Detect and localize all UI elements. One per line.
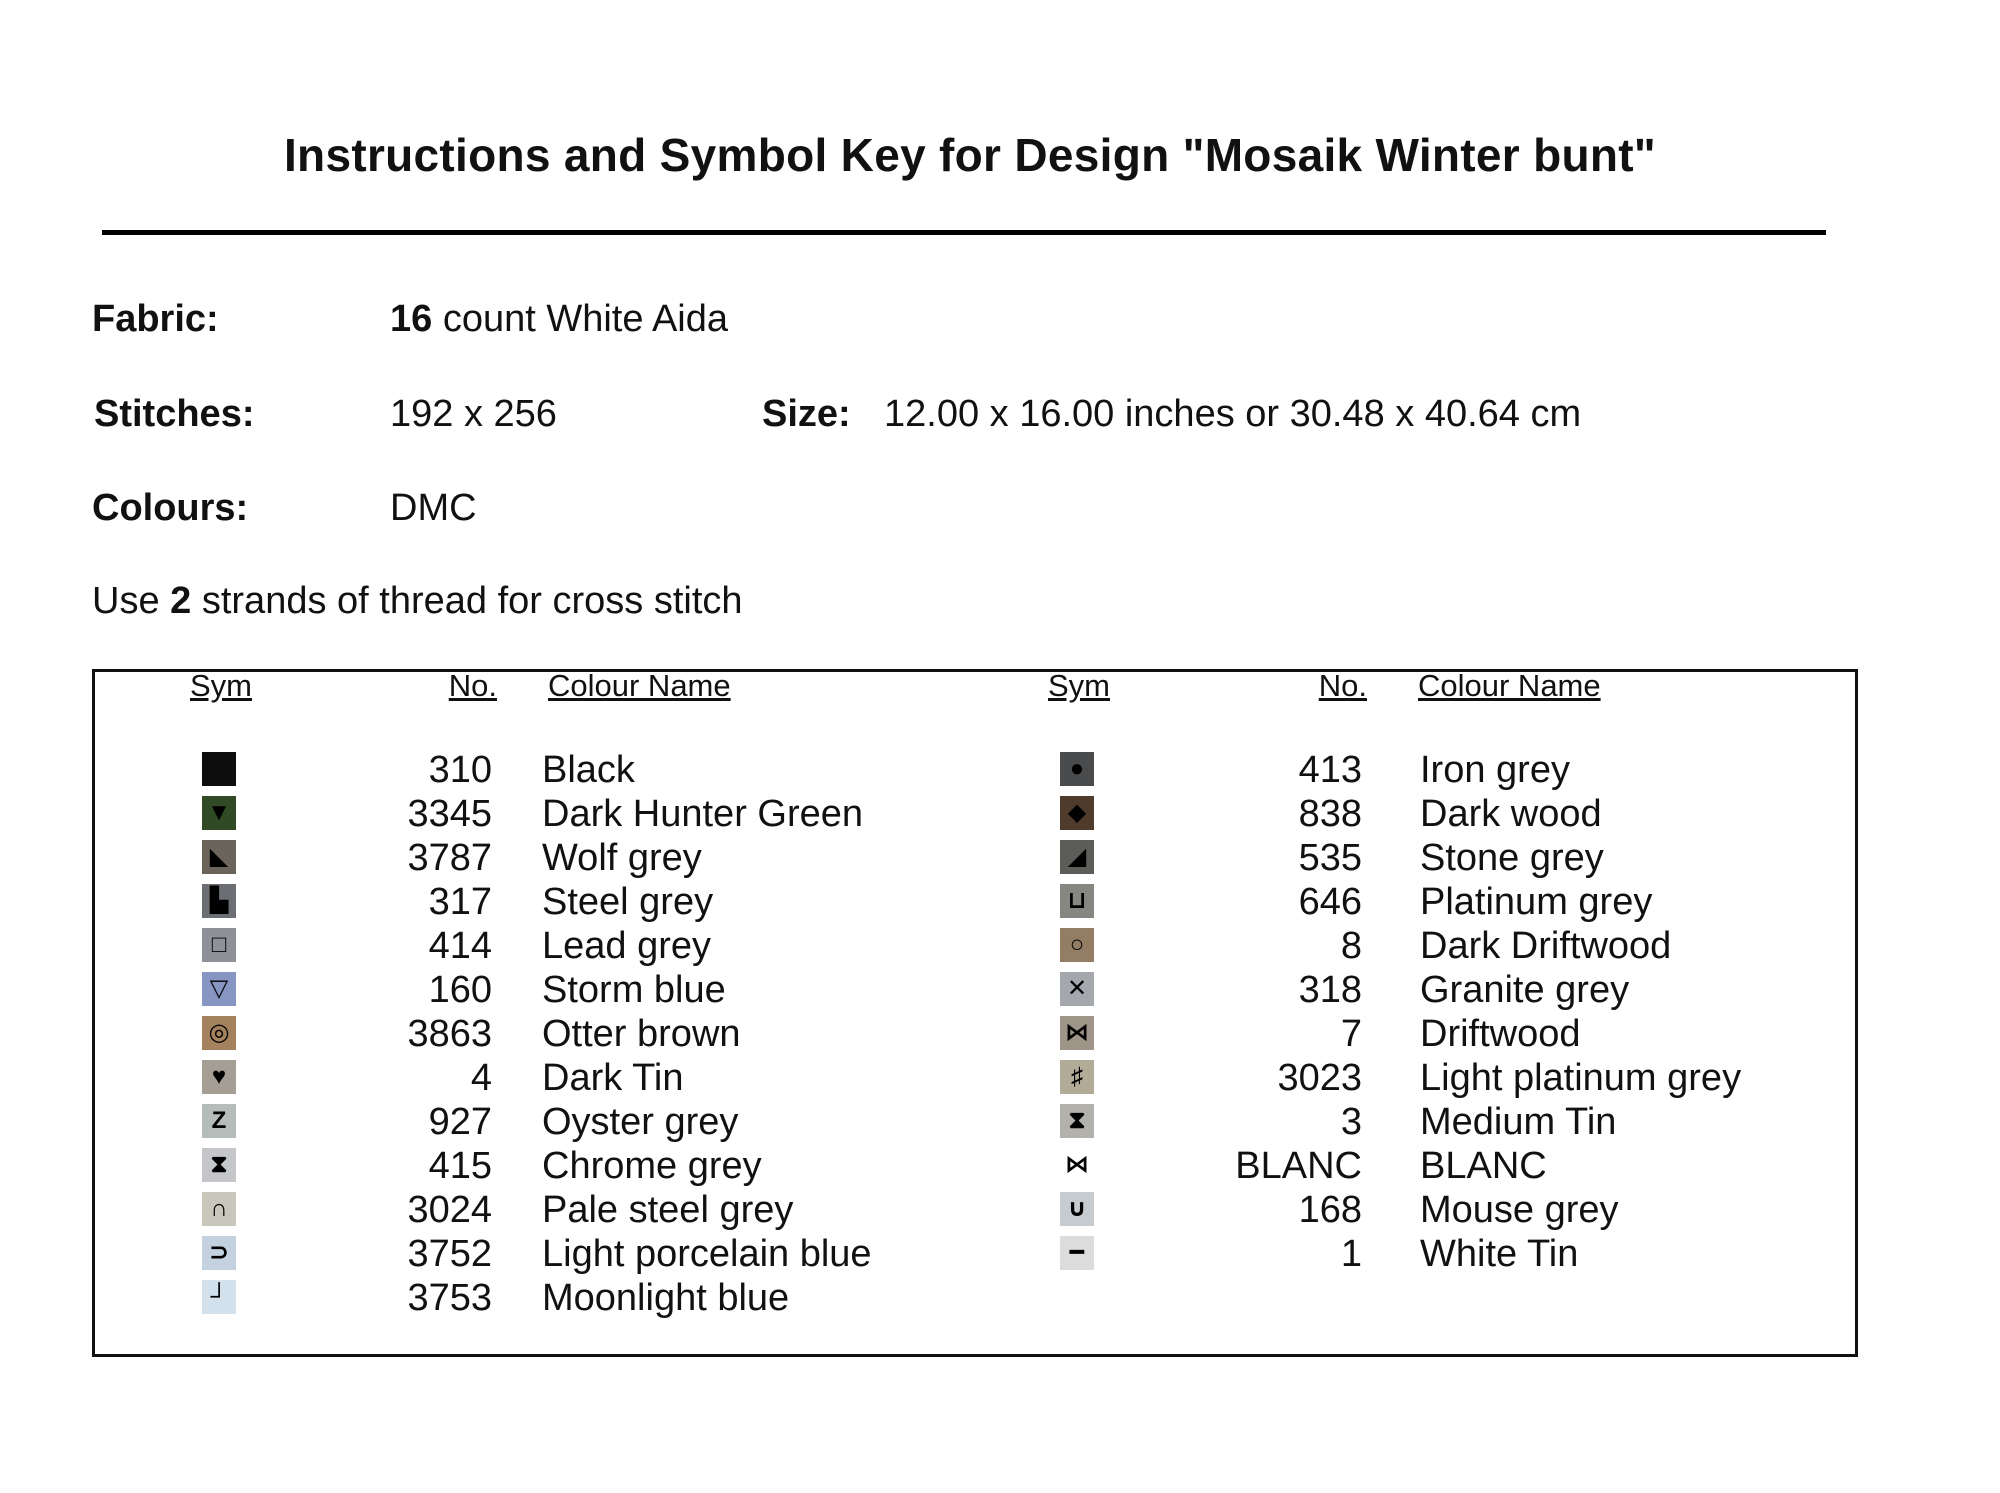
colour-name: Light platinum grey [1420,1057,1742,1099]
stitch-symbol-glyph: ⋈ [1065,1019,1089,1046]
colour-name: White Tin [1420,1233,1579,1275]
colour-name: Black [542,749,635,791]
strands-instruction [92,580,743,623]
dmc-number: 414 [428,925,492,967]
dmc-number: 7 [1340,1013,1362,1055]
stitch-symbol-glyph: □ [211,931,227,958]
colour-name: Oyster grey [542,1101,739,1143]
dmc-number: 535 [1298,837,1362,879]
header-no-right: No. [1318,668,1367,703]
color-swatch-icon [1060,884,1094,918]
dmc-number: 646 [1298,881,1362,923]
dmc-number: 3345 [407,793,492,835]
color-swatch-icon [1060,928,1094,962]
stitch-symbol-glyph: ⊃ [208,1239,230,1266]
stitch-symbol-glyph: ✕ [1066,975,1088,1002]
colour-name: Dark Tin [542,1057,684,1099]
colour-name: Chrome grey [542,1145,762,1187]
title-divider [102,230,1826,235]
dmc-number: 413 [1298,749,1362,791]
color-swatch-icon [1060,1016,1094,1050]
color-swatch-icon [1060,840,1094,874]
colour-name: Otter brown [542,1013,741,1055]
color-swatch-icon [202,928,236,962]
color-swatch-icon [1060,972,1094,1006]
stitch-symbol-glyph: ○ [1069,931,1085,958]
stitch-symbol-glyph: ◎ [208,1019,230,1046]
stitch-symbol-glyph: ◆ [1067,799,1087,826]
stitch-symbol-glyph: ♥ [211,1063,227,1090]
color-swatch-icon [1060,1236,1094,1270]
colour-name: Pale steel grey [542,1189,794,1231]
colour-name: Mouse grey [1420,1189,1619,1231]
strands-count: 2 [170,580,192,622]
dmc-number: 415 [428,1145,492,1187]
colours-label: Colours: [92,487,249,529]
dmc-number: BLANC [1235,1145,1362,1187]
color-swatch-icon [1060,1192,1094,1226]
colour-name: BLANC [1420,1145,1547,1187]
colour-name: Wolf grey [542,837,702,879]
dmc-number: 4 [470,1057,492,1099]
stitch-symbol-glyph: ▙ [209,887,229,914]
stitch-symbol-glyph: ◣ [209,843,229,870]
colour-name: Iron grey [1420,749,1570,791]
stitch-symbol-glyph: ∪ [1067,1195,1087,1222]
colour-name: Moonlight blue [542,1277,790,1319]
colour-name: Stone grey [1420,837,1604,879]
stitch-symbol-glyph: ┘ [210,1283,228,1310]
color-swatch-icon [202,1236,236,1270]
color-swatch-icon [202,1104,236,1138]
color-swatch-icon [202,840,236,874]
colour-name: Lead grey [542,925,712,967]
stitch-symbol-glyph: ━ [1069,1239,1085,1266]
header-name-left: Colour Name [548,668,731,703]
header-name-right: Colour Name [1418,668,1601,703]
stitch-symbol-glyph: ⊔ [1067,887,1087,914]
stitch-symbol-glyph: ⋈ [1065,1151,1089,1178]
dmc-number: 3787 [407,837,492,879]
colour-name: Platinum grey [1420,881,1653,923]
fabric-type: count White Aida [442,298,729,340]
color-swatch-icon [202,1148,236,1182]
color-swatch-icon [202,1280,236,1314]
dmc-number: 3753 [407,1277,492,1319]
colour-name: Granite grey [1420,969,1630,1011]
stitch-symbol-glyph: ⧗ [1068,1107,1086,1134]
size-label: Size: [762,393,851,435]
size-value: 12.00 x 16.00 inches or 30.48 x 40.64 cm [884,393,1582,435]
header-sym-left: Sym [190,668,252,703]
stitches-value: 192 x 256 [390,393,557,435]
colour-name: Dark Hunter Green [542,793,864,835]
dmc-number: 318 [1298,969,1362,1011]
color-swatch-icon [202,752,236,786]
page-title: Instructions and Symbol Key for Design "Mosaik Winter bunt" [283,129,1657,181]
stitch-symbol-glyph: ▽ [209,975,229,1002]
color-swatch-icon [202,1060,236,1094]
dmc-number: 927 [428,1101,492,1143]
stitch-symbol-glyph: ● [1069,755,1085,782]
color-swatch-icon [1060,796,1094,830]
fabric-count: 16 [390,298,433,340]
fabric-label: Fabric: [92,298,219,340]
stitch-symbol-glyph: ⧗ [210,1151,228,1178]
stitches-label: Stitches: [94,393,255,435]
dmc-number: 160 [428,969,492,1011]
color-swatch-icon [1060,1104,1094,1138]
colour-name: Dark Driftwood [1420,925,1672,967]
strands-pre: Use [92,580,160,622]
colour-name: Driftwood [1420,1013,1581,1055]
colour-name: Medium Tin [1420,1101,1617,1143]
dmc-number: 168 [1298,1189,1362,1231]
dmc-number: 3023 [1277,1057,1362,1099]
color-swatch-icon [202,1016,236,1050]
colour-name: Light porcelain blue [542,1233,872,1275]
dmc-number: 8 [1340,925,1362,967]
dmc-number: 3863 [407,1013,492,1055]
color-swatch-icon [1060,752,1094,786]
stitch-symbol-glyph: ▼ [207,799,231,826]
dmc-number: 3 [1340,1101,1362,1143]
stitch-symbol-glyph: ♯ [1071,1063,1083,1090]
fabric-value [390,298,728,341]
color-swatch-icon [1060,1060,1094,1094]
color-swatch-icon [1060,1148,1094,1182]
stitch-symbol-glyph: ∩ [210,1195,228,1222]
dmc-number: 1 [1340,1233,1362,1275]
stitch-symbol-glyph: ◢ [1067,843,1087,870]
colour-name: Steel grey [542,881,714,923]
stitch-symbol-glyph: Z [211,1107,227,1134]
colour-name: Storm blue [542,969,726,1011]
dmc-number: 838 [1298,793,1362,835]
dmc-number: 310 [428,749,492,791]
colours-value: DMC [390,487,477,529]
header-no-left: No. [448,668,497,703]
dmc-number: 3024 [407,1189,492,1231]
color-swatch-icon [202,796,236,830]
header-sym-right: Sym [1048,668,1110,703]
color-swatch-icon [202,884,236,918]
colour-name: Dark wood [1420,793,1602,835]
dmc-number: 317 [428,881,492,923]
color-swatch-icon [202,972,236,1006]
color-swatch-icon [202,1192,236,1226]
dmc-number: 3752 [407,1233,492,1275]
strands-post: strands of thread for cross stitch [201,580,743,622]
